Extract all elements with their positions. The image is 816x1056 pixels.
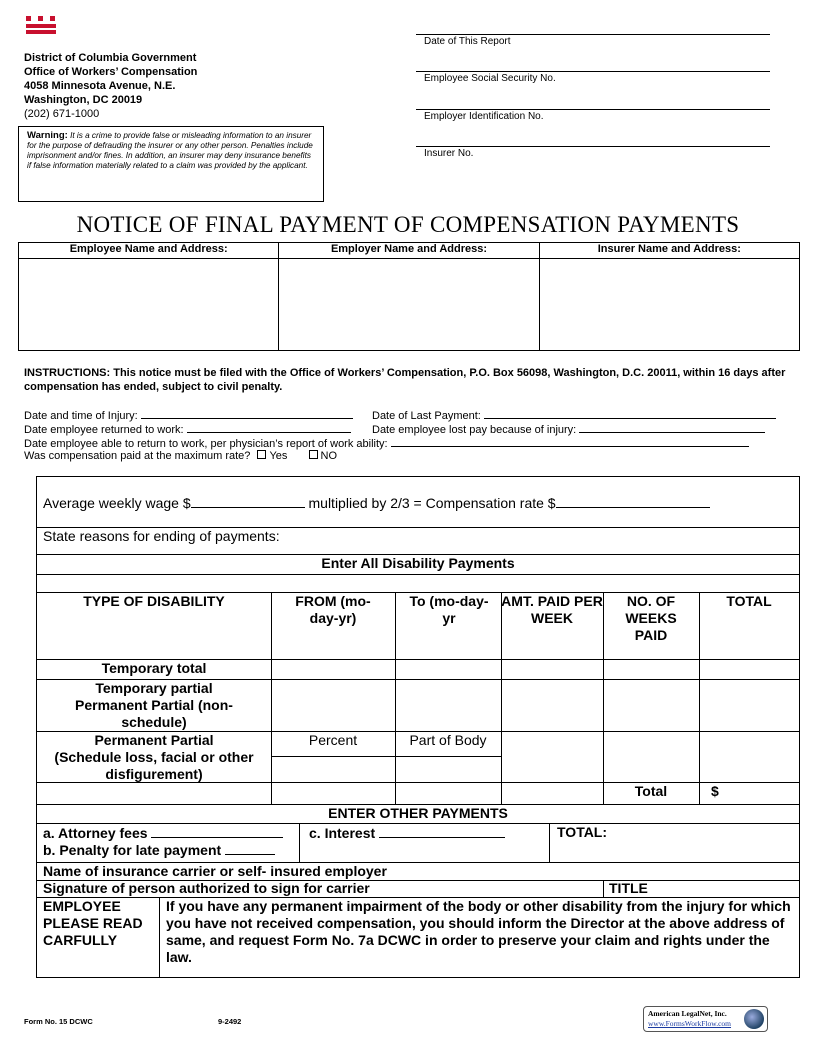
comp-rate-label: multiplied by 2/3 = Compensation rate $ xyxy=(308,495,556,511)
employee-address-field[interactable] xyxy=(19,259,279,351)
attorney-label: a. Attorney fees xyxy=(43,825,148,841)
interest-input[interactable] xyxy=(379,824,505,838)
date-able-field[interactable] xyxy=(24,436,749,450)
enter-other-heading: ENTER OTHER PAYMENTS xyxy=(328,805,508,821)
insurer-header: Insurer Name and Address: xyxy=(539,243,799,259)
phone: (202) 671-1000 xyxy=(24,108,100,120)
max-rate-field xyxy=(24,450,337,462)
org-line-4: Washington, DC 20019 xyxy=(24,94,143,106)
form-number: Form No. 15 DCWC xyxy=(24,1017,93,1026)
col-weeks: NO. OF WEEKS PAID xyxy=(625,593,677,643)
row-perm-partial-ns: Permanent Partial (non-schedule) xyxy=(75,697,233,730)
no-checkbox[interactable] xyxy=(309,450,318,459)
warning-box xyxy=(18,126,324,202)
date-returned-field[interactable] xyxy=(24,422,351,436)
max-rate-label: Was compensation paid at the maximum rate? xyxy=(24,450,251,462)
form-code: 9-2492 xyxy=(218,1017,242,1026)
percent-label: Percent xyxy=(308,732,358,748)
ssn-label: Employee Social Security No. xyxy=(424,73,556,84)
payments-table xyxy=(36,476,800,978)
penalty-label: b. Penalty for late payment xyxy=(43,842,222,858)
employer-header: Employer Name and Address: xyxy=(279,243,539,259)
date-last-payment-label: Date of Last Payment: xyxy=(372,410,481,422)
avg-wage-input[interactable] xyxy=(191,494,305,508)
col-from: FROM (mo-day-yr) xyxy=(295,593,371,626)
parties-table xyxy=(18,242,800,351)
col-amt: AMT. PAID PER WEEK xyxy=(501,593,603,626)
date-returned-input[interactable] xyxy=(187,422,351,433)
row-temp-partial: Temporary partial xyxy=(95,680,213,696)
date-last-payment-input[interactable] xyxy=(484,408,776,419)
enter-disability-heading: Enter All Disability Payments xyxy=(321,555,515,571)
title-label: TITLE xyxy=(609,880,648,896)
part-of-body-label: Part of Body xyxy=(409,732,487,748)
yes-checkbox[interactable] xyxy=(257,450,266,459)
date-able-input[interactable] xyxy=(391,436,749,447)
legalnet-logo[interactable] xyxy=(643,1006,768,1032)
globe-icon xyxy=(744,1009,764,1029)
penalty-input[interactable] xyxy=(225,841,275,855)
date-injury-field[interactable] xyxy=(24,408,353,422)
date-report-label: Date of This Report xyxy=(424,36,511,47)
date-injury-input[interactable] xyxy=(141,408,353,419)
ssn-line[interactable] xyxy=(416,71,770,72)
other-total-label: TOTAL: xyxy=(557,824,608,840)
employee-read-label: EMPLOYEE PLEASE READ CARFULLY xyxy=(43,898,143,948)
employee-header: Employee Name and Address: xyxy=(19,243,279,259)
form-title: NOTICE OF FINAL PAYMENT OF COMPENSATION PAYMENTS xyxy=(76,212,740,237)
ein-label: Employer Identification No. xyxy=(424,111,544,122)
row-temp-total: Temporary total xyxy=(101,660,207,676)
insurer-address-field[interactable] xyxy=(539,259,799,351)
warning-label: Warning: xyxy=(27,130,68,141)
insurer-no-label: Insurer No. xyxy=(424,148,474,159)
col-total: TOTAL xyxy=(726,593,772,609)
avg-wage-field[interactable] xyxy=(43,494,710,512)
avg-wage-label: Average weekly wage $ xyxy=(43,495,191,511)
date-lost-pay-input[interactable] xyxy=(579,422,765,433)
logo-name: American LegalNet, Inc. xyxy=(648,1009,727,1018)
agency-address xyxy=(24,51,197,121)
attorney-field[interactable] xyxy=(43,824,283,842)
total-dollar[interactable]: $ xyxy=(711,783,719,799)
date-last-payment-field[interactable] xyxy=(372,408,776,422)
col-type: TYPE OF DISABILITY xyxy=(83,593,225,609)
date-lost-pay-field[interactable] xyxy=(372,422,765,436)
row-perm-partial-sub: (Schedule loss, facial or other disfigurement) xyxy=(54,749,254,782)
org-line-2: Office of Workers’ Compensation xyxy=(24,66,198,78)
attorney-input[interactable] xyxy=(151,824,283,838)
signature-label: Signature of person authorized to sign for carrier xyxy=(43,880,370,896)
instructions: INSTRUCTIONS: This notice must be filed with the Office of Workers’ Compensation, P.O. Box 56098, Washington, D.C. 20011, within 16 days after compensation has ended, subject to civil penalty. xyxy=(24,367,786,393)
no-label: NO xyxy=(320,450,337,462)
reasons-label: State reasons for ending of payments: xyxy=(43,528,280,544)
row-perm-partial: Permanent Partial xyxy=(94,732,214,748)
date-report-line[interactable] xyxy=(416,34,770,35)
date-able-label: Date employee able to return to work, per physician’s report of work ability: xyxy=(24,438,388,450)
logo-url[interactable]: www.FormsWorkFlow.com xyxy=(648,1019,732,1028)
carrier-name-label: Name of insurance carrier or self- insured employer xyxy=(43,863,387,879)
interest-field[interactable] xyxy=(309,824,505,842)
total-label: Total xyxy=(634,783,668,799)
ein-line[interactable] xyxy=(416,109,770,110)
date-injury-label: Date and time of Injury: xyxy=(24,410,138,422)
org-line-1: District of Columbia Government xyxy=(24,52,197,64)
warning-text: It is a crime to provide false or misleading information to an insurer for the purpose of defrauding the insurer or any other person. Penalties include imprisonment and/or fines. In addition, an insurer may deny insurance benefits if false information materially related to a claim was provided by the applicant. xyxy=(27,131,313,170)
org-line-3: 4058 Minnesota Avenue, N.E. xyxy=(24,80,176,92)
date-lost-pay-label: Date employee lost pay because of injury: xyxy=(372,424,577,436)
comp-rate-input[interactable] xyxy=(556,494,710,508)
employer-address-field[interactable] xyxy=(279,259,539,351)
yes-label: Yes xyxy=(269,450,288,462)
date-returned-label: Date employee returned to work: xyxy=(24,424,184,436)
insurer-no-line[interactable] xyxy=(416,146,770,147)
notice-text: If you have any permanent impairment of the body or other disability from the injury for which you have not received compensation, you should inform the Director at the above address of same, and request Form No. 7a DCWC in order to preserve your claim and rights under the law. xyxy=(166,898,791,965)
col-to: To (mo-day-yr xyxy=(409,593,489,626)
interest-label: c. Interest xyxy=(309,825,376,841)
penalty-field[interactable] xyxy=(43,841,275,859)
